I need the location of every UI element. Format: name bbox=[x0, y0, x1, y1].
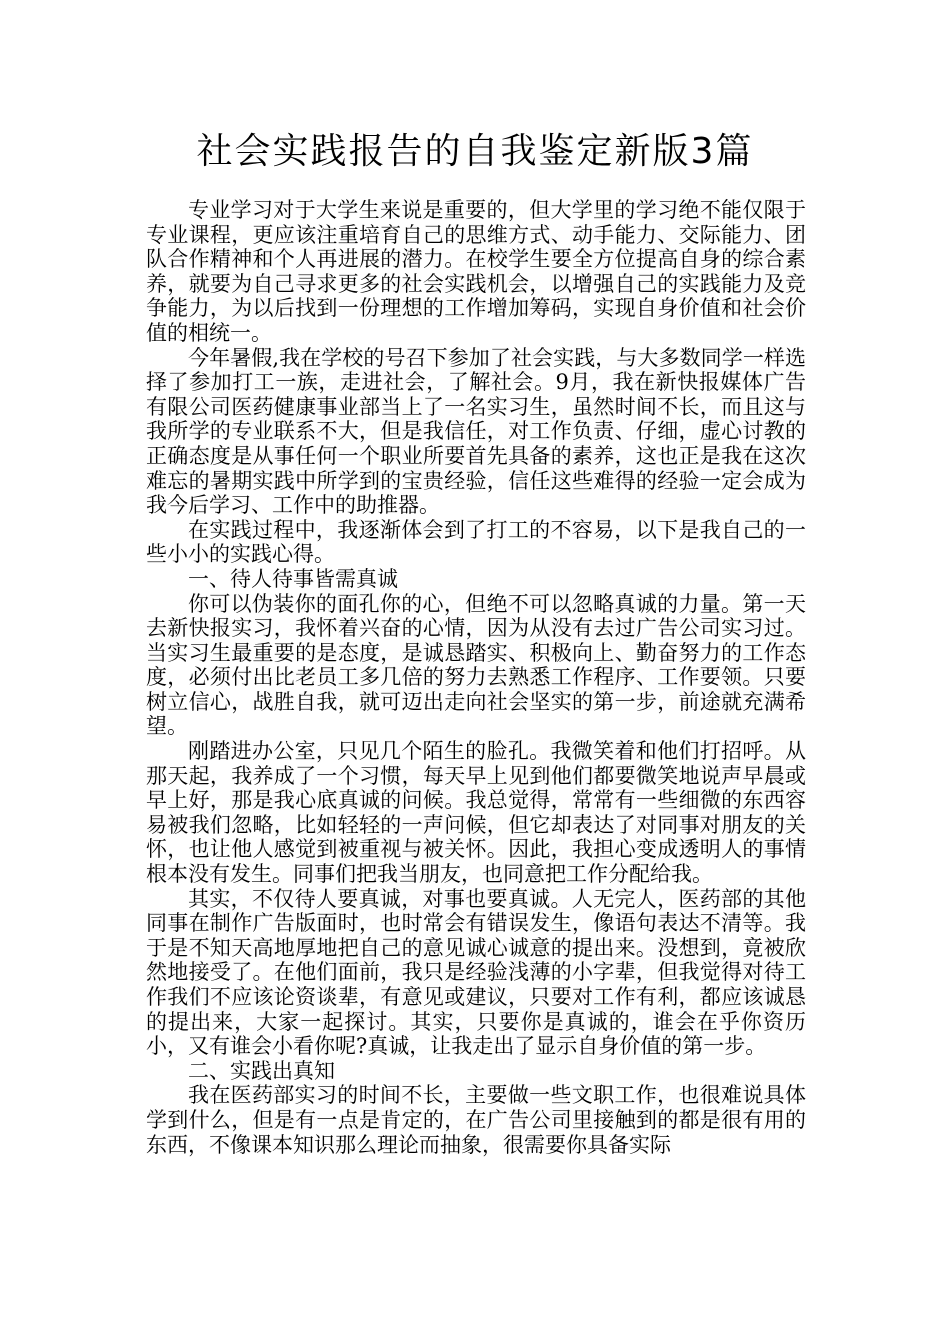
section-heading-sincerity: 一、待人待事皆需真诚 bbox=[188, 566, 398, 591]
paragraph-practice-knowledge: 我在医药部实习的时间不长，主要做一些文职工作，也很难说具体学到什么，但是有一点是肯定的，在广告公司里接触到的都是很有用的东西，不像课本知识那么理论而抽象，很需要你具备实际 bbox=[146, 1083, 806, 1157]
paragraph-intro: 专业学习对于大学生来说是重要的，但大学里的学习绝不能仅限于专业课程，更应该注重培育自己的思维方式、动手能力、交际能力、团队合作精神和个人再进展的潜力。在校学生要全方位提高自身的综合素养，就要为自己寻求更多的社会实践机会，以增强自己的实践能力及竞争能力，为以后找到一份理想的工作增加筹码，实现自身价值和社会价值的相统一。 bbox=[146, 198, 806, 345]
paragraph-office-greeting: 刚踏进办公室，只见几个陌生的脸孔。我微笑着和他们打招呼。从那天起，我养成了一个习惯，每天早上见到他们都要微笑地说声早晨或早上好，那是我心底真诚的问候。我总觉得，常常有一些细微的东西容易被我们忽略，比如轻轻的一声问候，但它却表达了对同事对朋友的关怀，也让他人感觉到被重视与被关怀。因此，我担心变成透明人的事情根本没有发生。同事们把我当朋友，也同意把工作分配给我。 bbox=[146, 739, 806, 887]
paragraph-first-day: 你可以伪装你的面孔你的心，但绝不可以忽略真诚的力量。第一天去新快报实习，我怀着兴奋的心情，因为从没有去过广告公司实习过。当实习生最重要的是态度，是诚恳踏实、积极向上、勤奋努力的工作态度，必须付出比老员工多几倍的努力去熟悉工作程序、工作要领。只要树立信心，战胜自我，就可迈出走向社会坚实的第一步，前途就充满希望。 bbox=[146, 591, 806, 739]
paragraph-experience-intro: 在实践过程中，我逐渐体会到了打工的不容易，以下是我自己的一些小小的实践心得。 bbox=[146, 517, 806, 567]
section-heading-practice: 二、实践出真知 bbox=[188, 1058, 335, 1083]
document-body bbox=[146, 198, 806, 1157]
document-title: 社会实践报告的自我鉴定新版3篇 bbox=[196, 131, 754, 172]
paragraph-sincere-work: 其实，不仅待人要真诚，对事也要真诚。人无完人，医药部的其他同事在制作广告版面时，也时常会有错误发生，像语句表达不清等。我于是不知天高地厚地把自己的意见诚心诚意的提出来。没想到，竟被欣然地接受了。在他们面前，我只是经验浅薄的小字辈，但我觉得对待工作我们不应该论资谈辈，有意见或建议，只要对工作有利，都应该诚恳的提出来，大家一起探讨。其实，只要你是真诚的，谁会在乎你资历小，又有谁会小看你呢?真诚，让我走出了显示自身价值的第一步。 bbox=[146, 886, 806, 1059]
paragraph-summer-practice: 今年暑假,我在学校的号召下参加了社会实践，与大多数同学一样选择了参加打工一族，走进社会，了解社会。9月，我在新快报媒体广告有限公司医药健康事业部当上了一名实习生，虽然时间不长，而且这与我所学的专业联系不大，但是我信任，对工作负责、仔细，虚心讨教的正确态度是从事任何一个职业所要首先具备的素养，这也正是我在这次难忘的暑期实践中所学到的宝贵经验，信任这些难得的经验一定会成为我今后学习、工作中的助推器。 bbox=[146, 345, 806, 518]
